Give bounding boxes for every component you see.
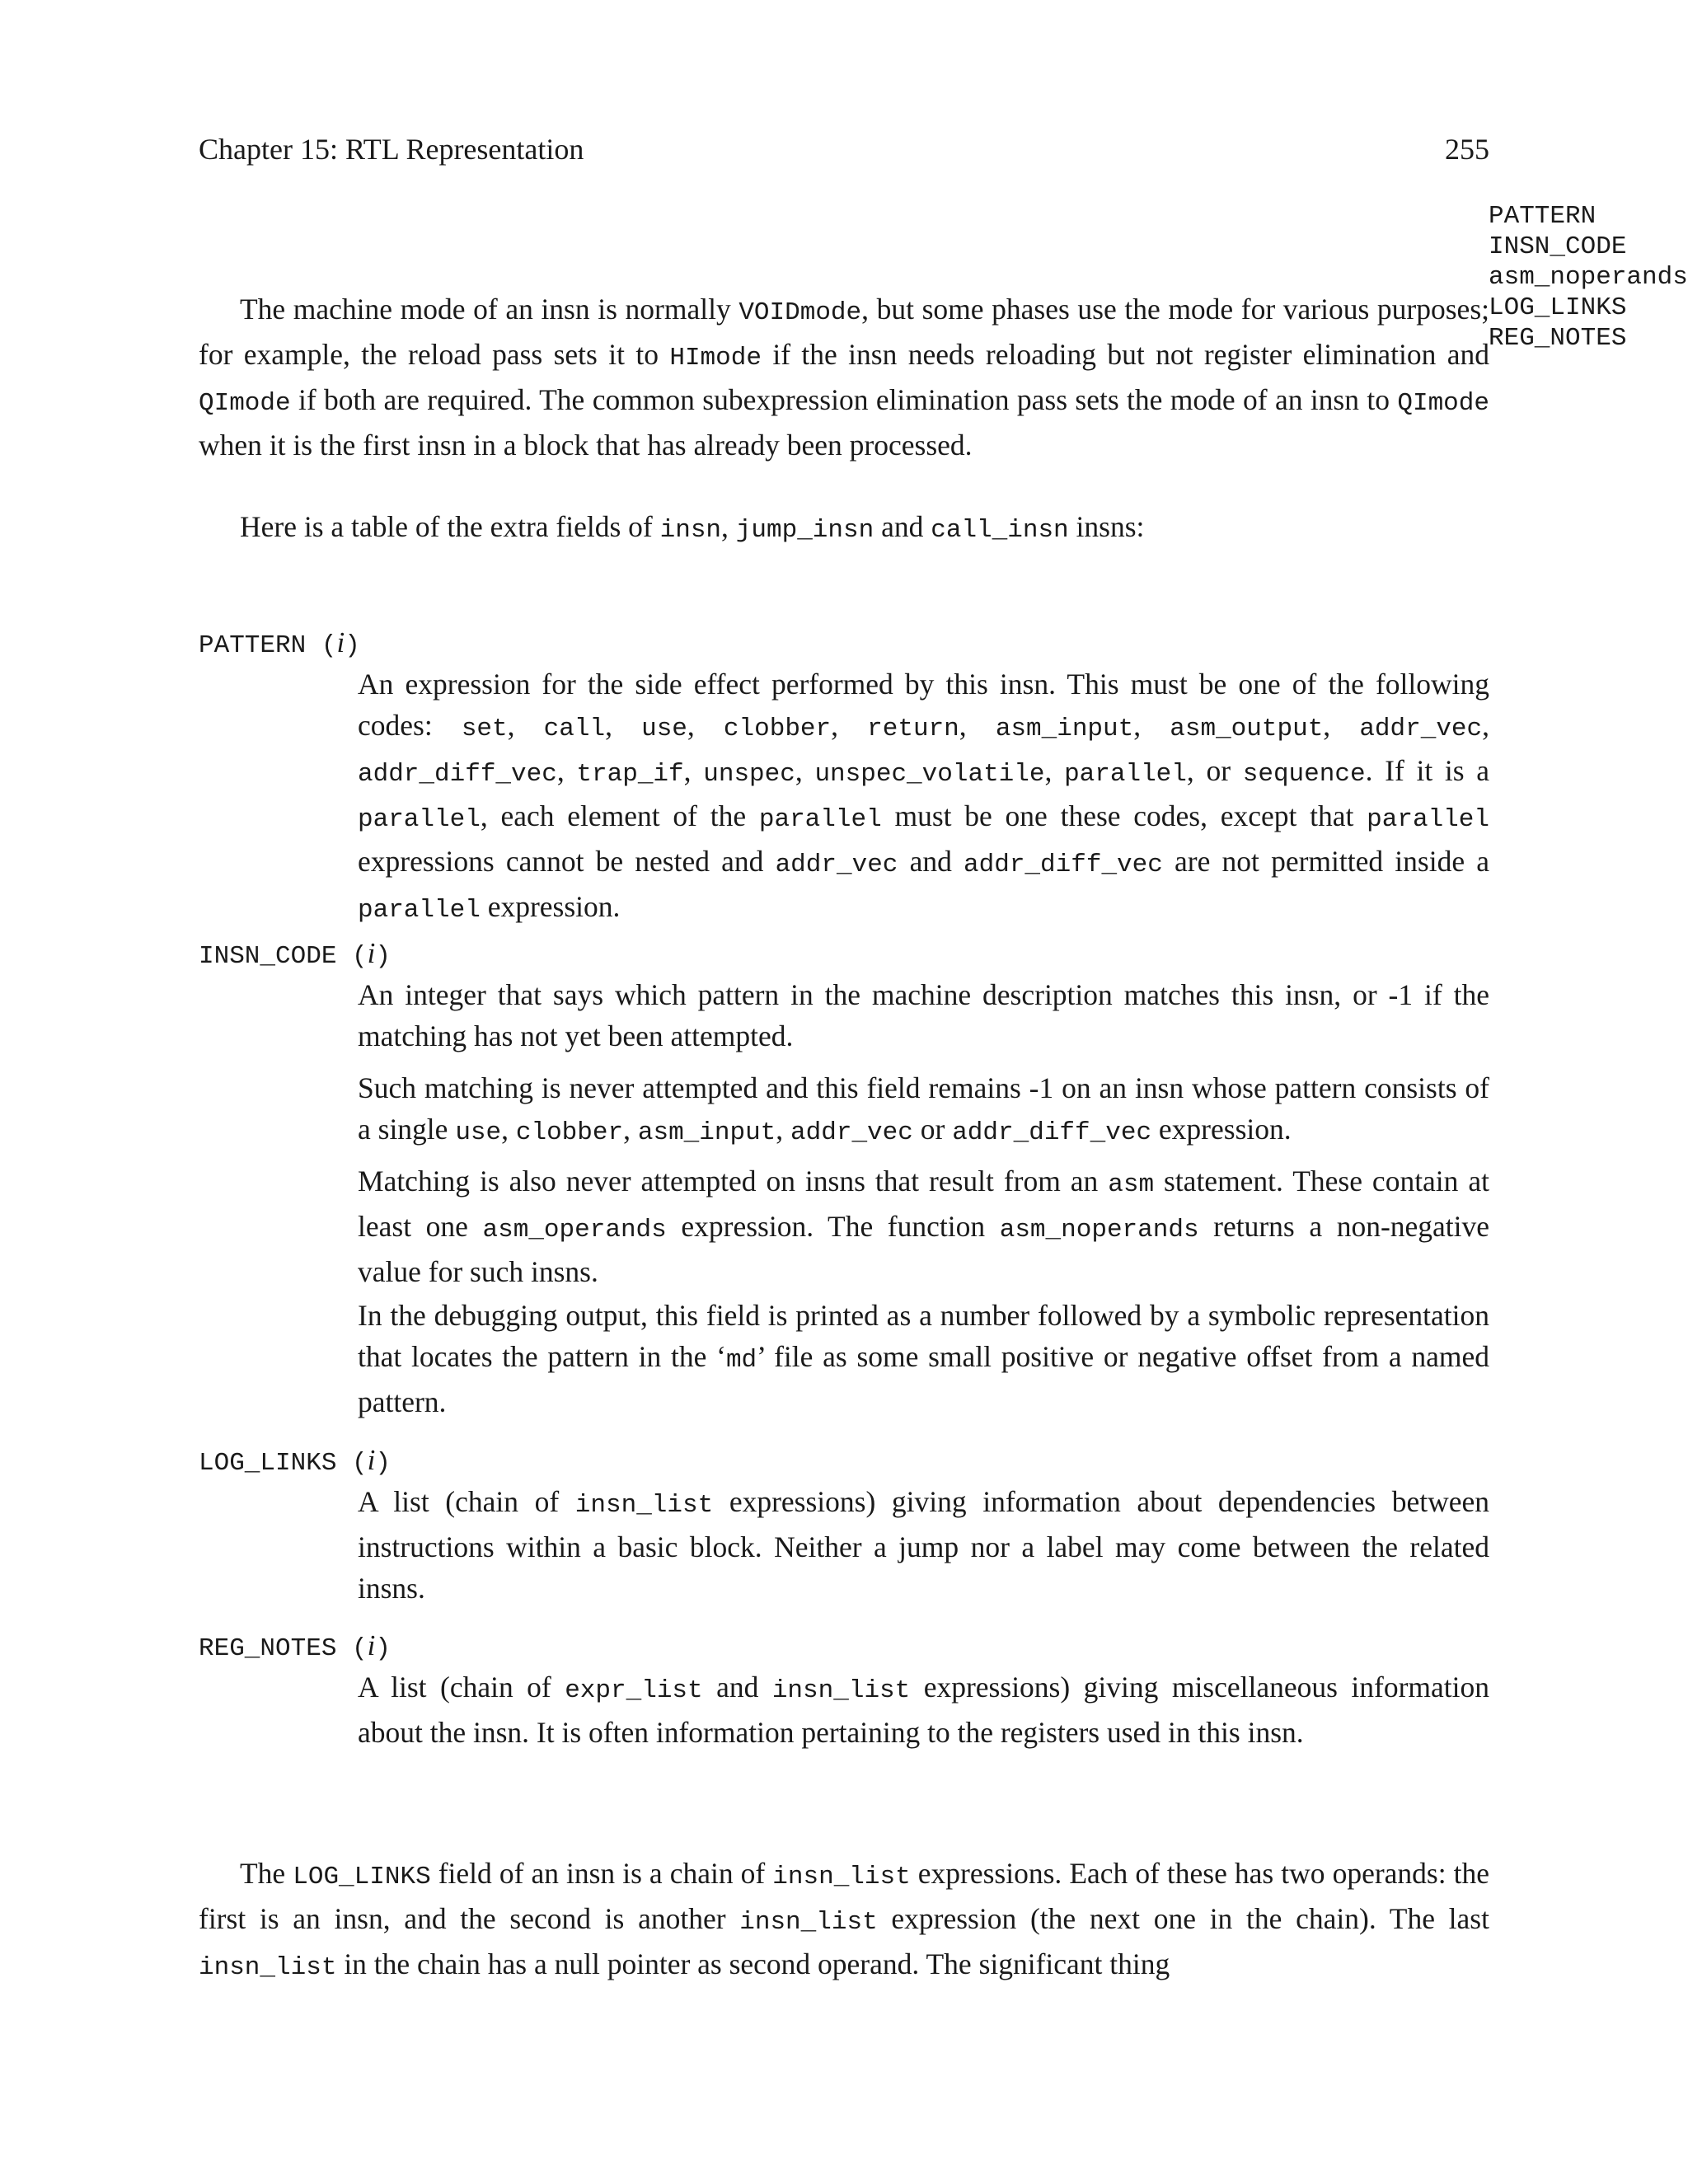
inline-code: insn_list (772, 1863, 911, 1891)
inline-code: asm_operands (482, 1216, 667, 1244)
inline-code: use (455, 1118, 502, 1147)
inline-code: parallel (358, 896, 481, 925)
inline-code: asm_noperands (999, 1216, 1199, 1244)
field-term-insn-code: INSN_CODE (i) (199, 937, 391, 971)
margin-index-item: INSN_CODE (1489, 232, 1627, 261)
machine-mode-paragraph: The machine mode of an insn is normally VOIDmode, but some phases use the mode for various purposes; for example, the reload pass sets it to HImode if the insn needs reloading but not register elimination and QImode if both are required. The common subexpression elimination pass sets the mode of an insn to QImode when it is the first insn in a block that has already been processed. (199, 293, 1489, 462)
inline-code: addr_diff_vec (952, 1118, 1152, 1147)
log-links-paragraph: The LOG_LINKS field of an insn is a chain of insn_list expressions. Each of these has two operands: the first is an insn, and the second is another insn_list expression (the next one in the chain). The last insn_list in the chain has a null pointer as second operand. The significant thing (199, 1857, 1490, 1982)
inline-code: addr_diff_vec (358, 760, 557, 789)
inline-code: addr_vec (790, 1118, 913, 1147)
inline-code: clobber (515, 1118, 624, 1147)
field-description: Matching is also never attempted on insns that result from an asm statement. These contain at least one asm_operands expression. The function asm_noperands returns a non-negative value for such insns. (358, 1165, 1490, 1288)
inline-code: insn_list (199, 1953, 337, 1982)
margin-index-item: asm_noperands (1489, 263, 1688, 292)
field-description: An expression for the side effect performed by this insn. This must be one of the following codes: set, call, use, clobber, return, asm_input, asm_output, addr_vec, addr_diff_vec, trap_if, unspec, unspec_volatile, parallel, or sequence. If it is a parallel, each element of the parallel must be one these codes, except that parallel expressions cannot be nested and addr_vec and addr_diff_vec are not permitted inside a parallel expression. (358, 668, 1490, 925)
inline-code: parallel (358, 805, 481, 834)
field-name: REG_NOTES (199, 1634, 337, 1663)
field-arg: i (367, 1444, 376, 1476)
inline-code: trap_if (576, 760, 684, 789)
margin-index-item: PATTERN (1489, 202, 1597, 231)
inline-code: clobber (723, 715, 832, 743)
field-description: Such matching is never attempted and this field remains -1 on an insn whose pattern consists of a single use, clobber, asm_input, addr_vec or addr_diff_vec expression. (358, 1071, 1489, 1147)
inline-code: asm_input (995, 715, 1134, 743)
inline-code: insn (659, 516, 722, 545)
margin-index-item: REG_NOTES (1489, 324, 1627, 353)
inline-code: jump_insn (735, 516, 874, 545)
field-term-pattern: PATTERN (i) (199, 626, 360, 660)
inline-code: insn_list (739, 1908, 878, 1937)
margin-index (1489, 201, 1688, 354)
inline-code: addr_diff_vec (964, 851, 1163, 879)
inline-code: HImode (669, 344, 762, 373)
inline-code: QImode (199, 389, 291, 418)
inline-code: set (461, 715, 508, 743)
inline-code: addr_vec (1359, 715, 1483, 743)
field-term-log-links: LOG_LINKS (i) (199, 1444, 391, 1478)
inline-code: QImode (1397, 389, 1489, 418)
inline-code: call (543, 715, 606, 743)
field-arg: i (367, 937, 376, 969)
inline-code: expr_list (565, 1676, 703, 1705)
inline-code: md (725, 1346, 757, 1375)
inline-code: LOG_LINKS (293, 1863, 431, 1891)
field-description: In the debugging output, this field is printed as a number followed by a symbolic representation that locates the pattern in the ‘md’ file as some small positive or negative offset from a named pattern. (358, 1299, 1489, 1418)
field-name: PATTERN (199, 631, 307, 660)
field-arg: i (367, 1629, 376, 1661)
field-description: A list (chain of expr_list and insn_list expressions) giving miscellaneous information about the insn. It is often information pertaining to the registers used in this insn. (358, 1671, 1490, 1749)
inline-code: call_insn (931, 516, 1069, 545)
inline-code: unspec (703, 760, 795, 789)
inline-code: asm (1108, 1170, 1155, 1199)
field-arg: i (336, 626, 345, 658)
inline-code: unspec_volatile (814, 760, 1045, 789)
inline-code: sequence (1242, 760, 1366, 789)
inline-code: parallel (1064, 760, 1187, 789)
table-intro-paragraph: Here is a table of the extra fields of insn, jump_insn and call_insn insns: (240, 510, 1145, 545)
inline-code: use (641, 715, 687, 743)
inline-code: insn_list (771, 1676, 911, 1705)
inline-code: asm_output (1170, 715, 1324, 743)
field-description: A list (chain of insn_list expressions) giving information about dependencies between instructions within a basic block. Neither a jump nor a label may come between the related insns. (358, 1485, 1489, 1605)
page-header (199, 132, 1489, 166)
inline-code: asm_input (637, 1118, 776, 1147)
inline-code: insn_list (574, 1491, 714, 1520)
inline-code: parallel (758, 805, 882, 834)
margin-index-item: LOG_LINKS (1489, 293, 1627, 322)
inline-code: addr_vec (775, 851, 898, 879)
field-description: An integer that says which pattern in the machine description matches this insn, or -1 if the matching has not yet been attempted. (358, 978, 1489, 1052)
field-name: LOG_LINKS (199, 1449, 337, 1478)
field-name: INSN_CODE (199, 942, 337, 971)
chapter-title: Chapter 15: RTL Representation (199, 133, 584, 166)
inline-code: parallel (1367, 805, 1489, 834)
page-number: 255 (1445, 133, 1489, 166)
inline-code: VOIDmode (738, 298, 862, 327)
inline-code: return (867, 715, 959, 743)
field-term-reg-notes: REG_NOTES (i) (199, 1629, 391, 1663)
